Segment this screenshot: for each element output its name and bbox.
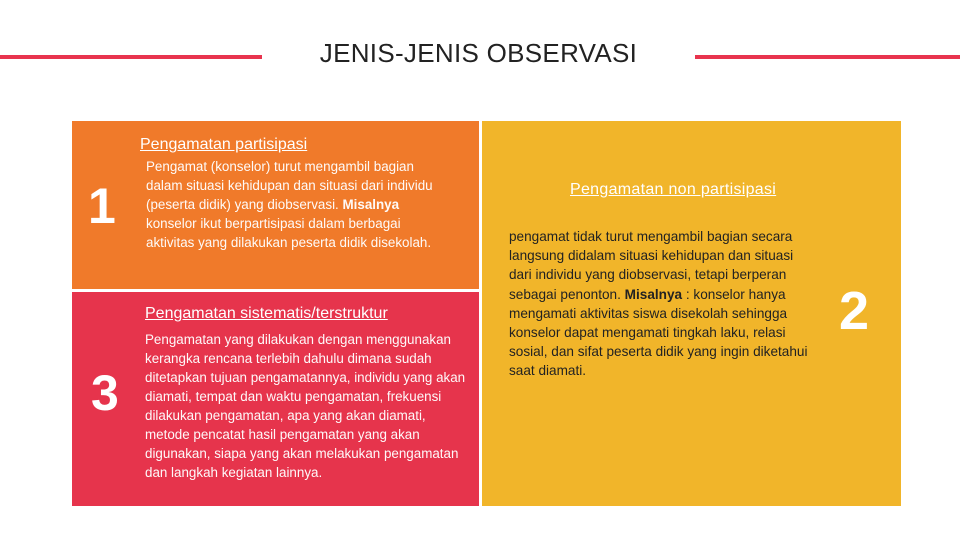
card-body	[509, 227, 809, 381]
card-body-text: pengamat tidak turut mengambil bagian secara langsung didalam situasi kehidupan dan situasi dari individu yang diobservasi, tetapi berperan sebagai penonton.	[509, 229, 794, 302]
card-systematic	[72, 292, 479, 506]
card-body-bold: Misalnya	[342, 197, 400, 212]
card-number: 2	[839, 281, 870, 341]
card-body-text-end: : konselor hanya mengamati aktivitas siswa disekolah sehingga konselor dapat mengamati tingkah laku, relasi sosial, dan sifat peserta didik yang ingin diketahui saat diamati.	[509, 286, 808, 379]
card-heading: Pengamatan non partisipasi	[570, 181, 777, 198]
title-rule-right	[695, 55, 960, 59]
card-body-bold: Misalnya	[624, 286, 683, 302]
card-body: Pengamatan yang dilakukan dengan menggunakan kerangka rencana terlebih dahulu dimana sudah ditetapkan tujuan pengamatannya, individu yang akan diamati, tempat dan waktu pengamatan, frekuensi dilakukan pengamatan, apa yang akan diamati, metode pencatat hasil pengamatan yang akan digunakan, siapa yang akan melakukan pengamatan dan langkah kegiatan lainnya.	[145, 332, 466, 480]
card-number: 1	[88, 178, 116, 234]
card-heading: Pengamatan partisipasi	[140, 136, 308, 153]
card-body-text: Pengamat (konselor) turut mengambil bagian dalam situasi kehidupan dan situasi dari individu (peserta didik) yang diobservasi.	[146, 159, 433, 212]
card-body	[146, 157, 436, 252]
card-body-text-end: konselor ikut berpartisipasi dalam berbagai aktivitas yang dilakukan peserta didik disekolah.	[146, 216, 432, 250]
title-rule-left	[0, 55, 262, 59]
page-title: JENIS-JENIS OBSERVASI	[319, 38, 638, 68]
card-participation	[72, 121, 479, 289]
card-non-participation	[482, 121, 901, 506]
card-number: 3	[91, 365, 119, 421]
card-heading: Pengamatan sistematis/terstruktur	[145, 305, 388, 322]
